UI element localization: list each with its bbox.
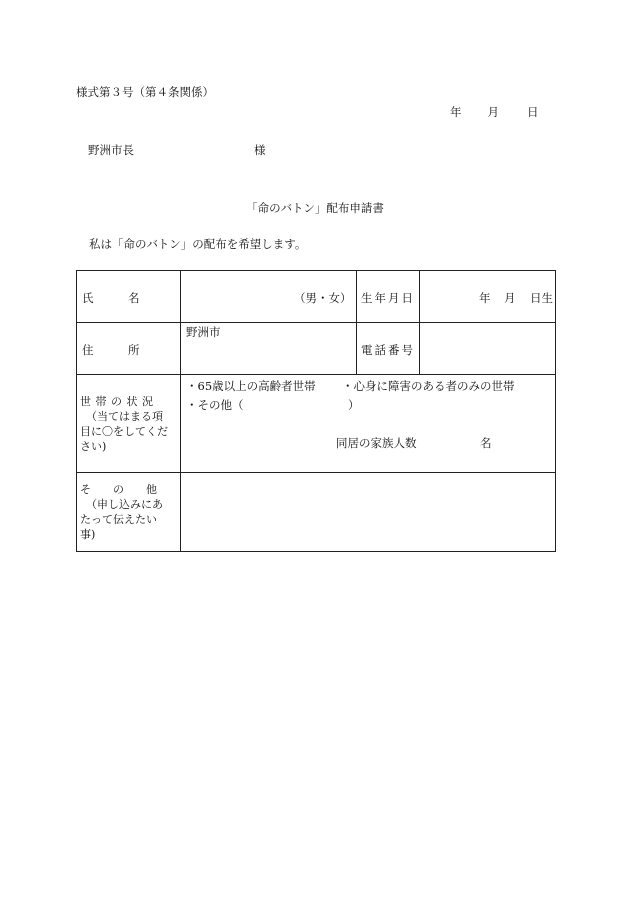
other-label-main: そ の 他 [80,483,157,496]
addressee-name: 野洲市長 [88,143,134,157]
intro-text: 私は「命のバトン」の配布を希望します。 [89,237,307,251]
household-label-note-3: さい) [80,440,107,453]
application-form-table [76,270,556,552]
birthdate-year-label: 年 [479,291,491,305]
birthdate-label-left-divider [356,270,357,374]
table-border-right [555,270,556,552]
other-label-note-3: 事) [80,528,96,541]
addressee [88,142,266,158]
address-prefill[interactable]: 野洲市 [186,325,221,339]
birthdate-field[interactable] [420,290,554,306]
date-day-label: 日 [527,105,539,119]
option-disabled-household[interactable]: ・心身に障害のある者のみの世帯 [342,379,515,393]
other-notes-field[interactable] [182,474,554,550]
date-month-label: 月 [487,105,499,119]
form-number: 様式第３号（第４条関係） [76,85,214,99]
table-border-bottom [76,551,556,552]
date-line [450,104,539,120]
name-label: 氏 名 [82,291,140,305]
household-label [80,394,178,454]
birthdate-day-label: 日生 [530,291,553,305]
birthdate-label: 生年月日 [361,291,415,305]
date-year-label: 年 [450,105,462,119]
row-divider-1 [76,322,556,323]
address-label: 住 所 [82,343,140,357]
other-label-note-2: たって伝えたい [80,513,157,526]
option-other-close-paren: ） [348,398,360,412]
other-label-note-1: （申し込みにあ [86,498,163,511]
family-count-label: 同居の家族人数 [336,436,417,450]
table-border-top [76,270,556,271]
row-divider-2 [76,374,556,375]
birthdate-month-label: 月 [504,291,516,305]
birthdate-label-right-divider [419,270,420,374]
phone-label: 電話番号 [361,343,415,357]
table-border-left [76,270,77,552]
family-count-unit: 名 [480,436,492,450]
household-label-main: 世 帯 の 状 況 [80,395,154,408]
other-label [80,482,178,542]
household-label-note-2: 目に〇をしてくだ [80,425,168,438]
addressee-honorific: 様 [254,143,266,157]
sex-options[interactable]: （男・女） [294,291,352,305]
label-column-divider [180,270,181,552]
option-elderly-household[interactable]: ・65歳以上の高齢者世帯 [186,379,316,393]
row-divider-3 [76,472,556,473]
document-title: 「命のバトン」配布申請書 [246,201,384,215]
option-other-household[interactable]: ・その他（ [186,398,244,412]
household-label-note-1: （当てはまる項 [86,410,163,423]
